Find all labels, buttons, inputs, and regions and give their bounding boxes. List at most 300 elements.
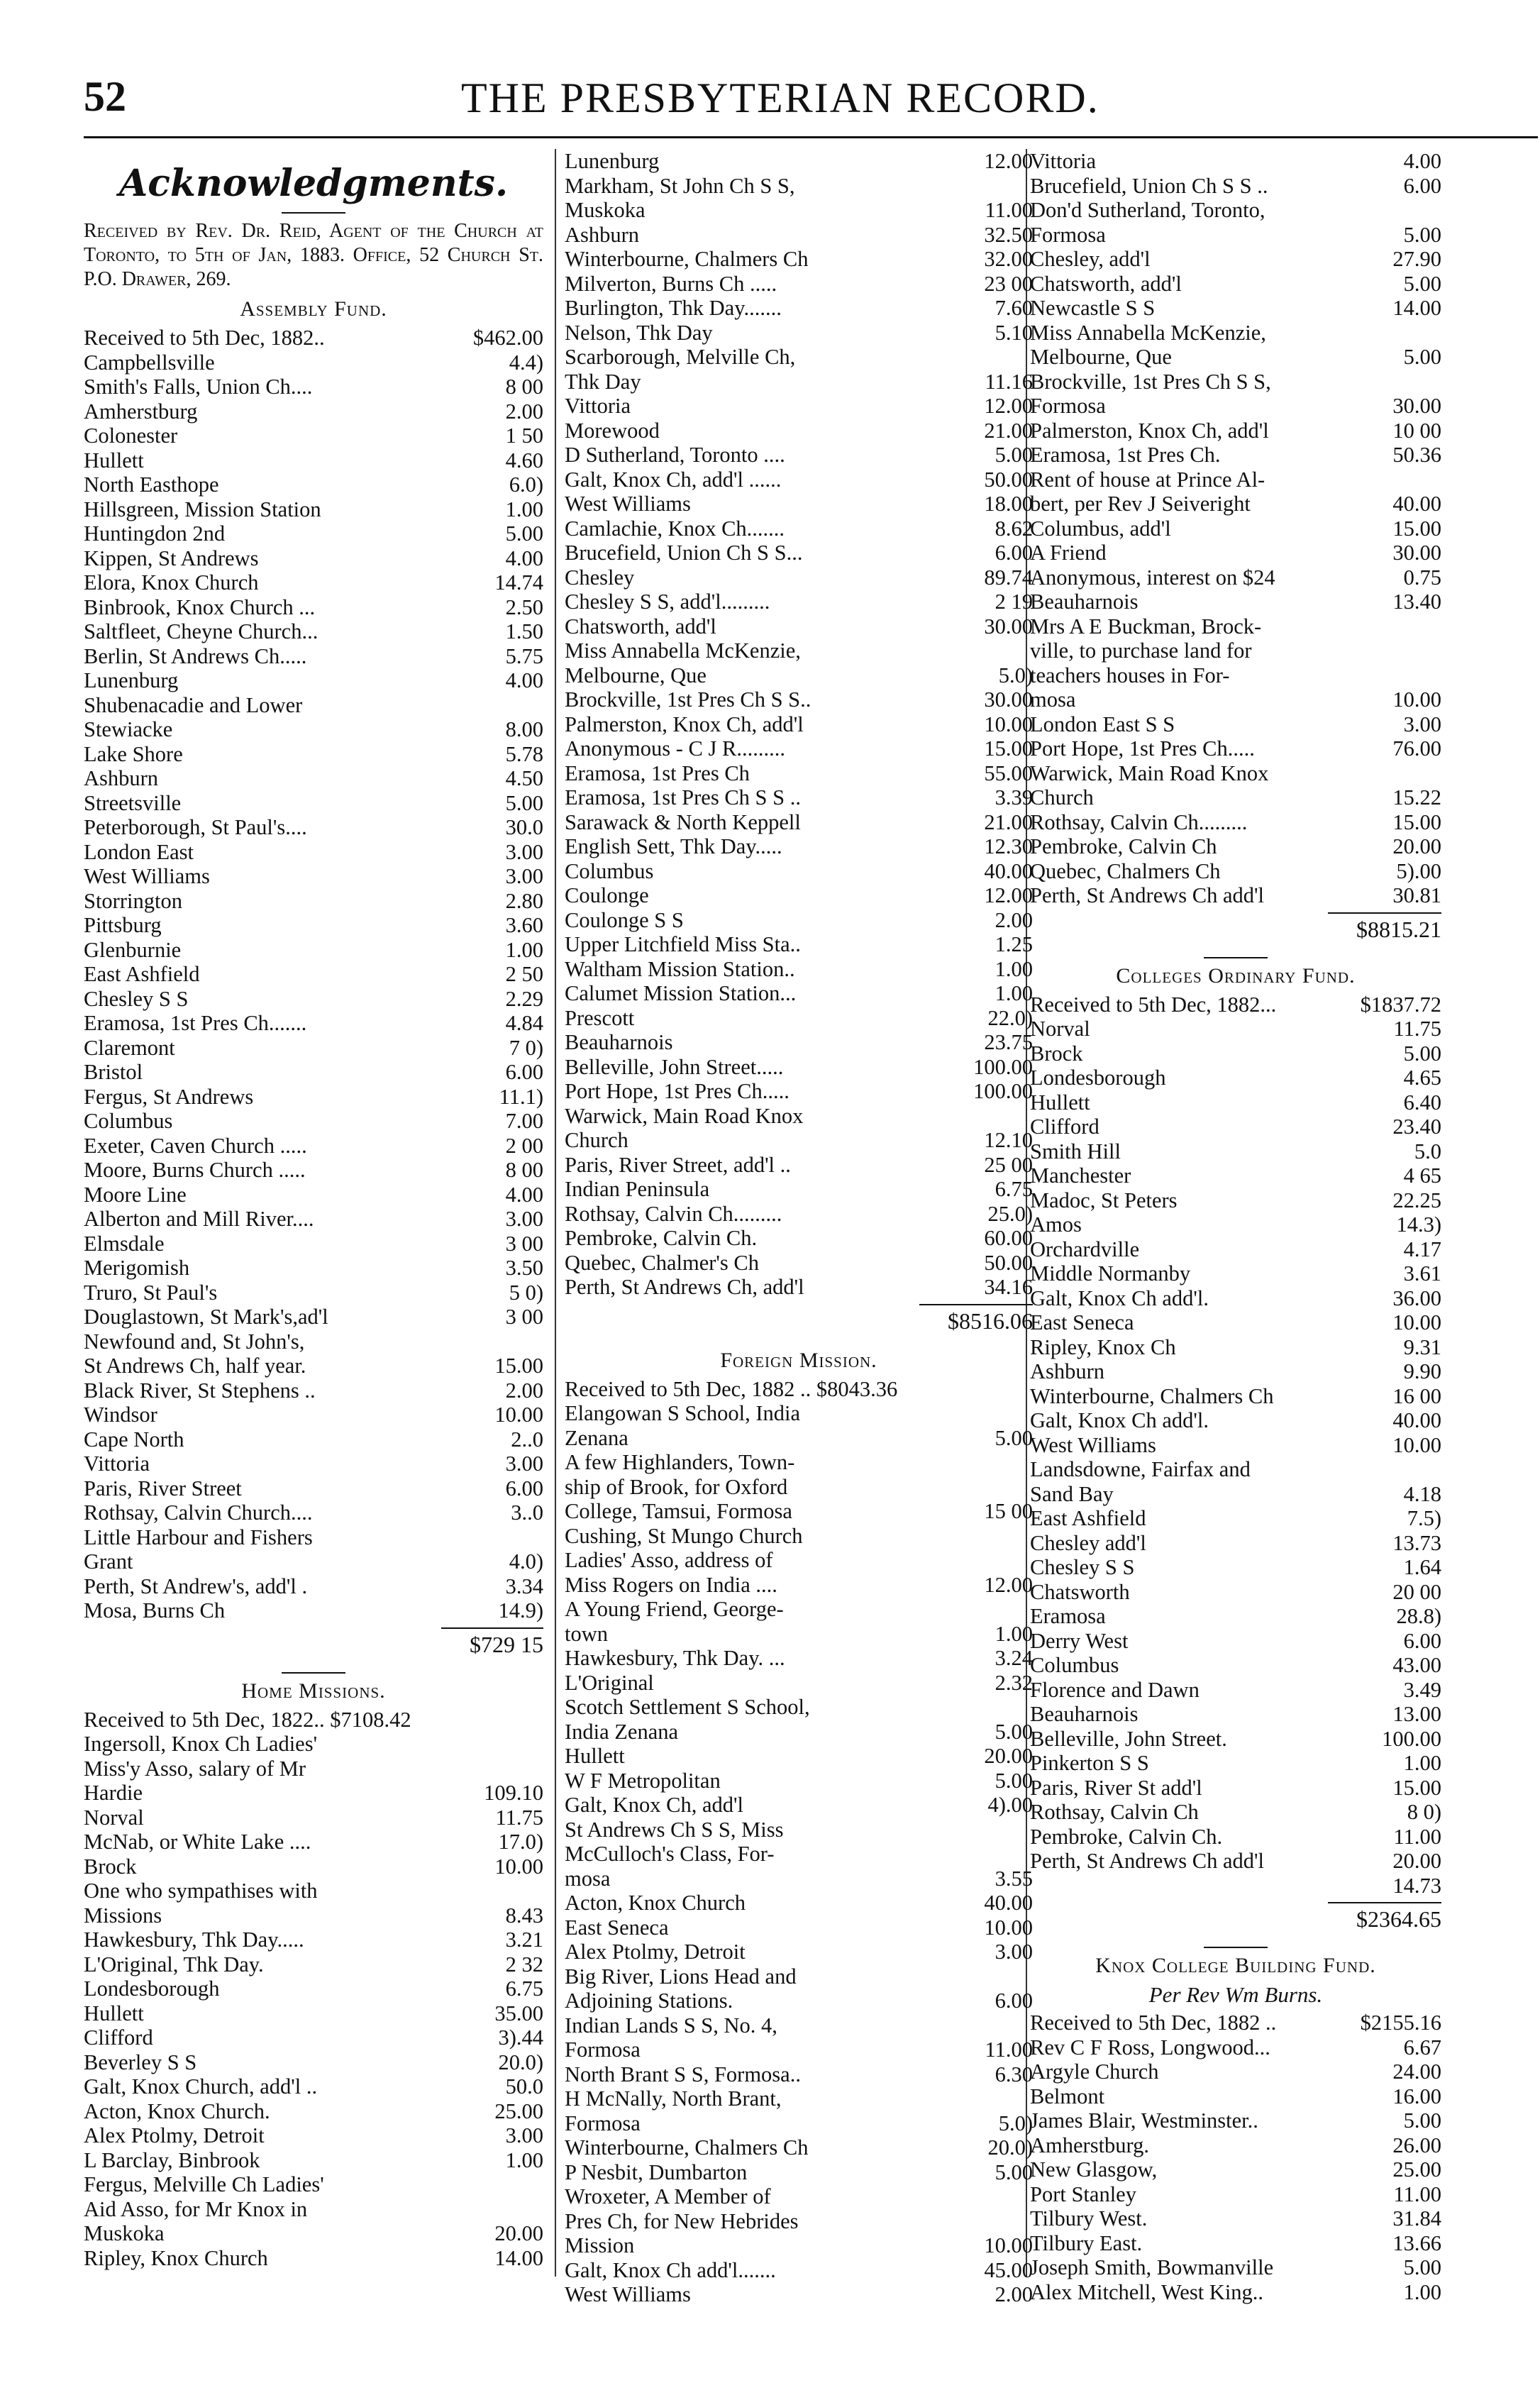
entry-amount: 2 50 [505,962,543,986]
entry-name: Ashburn [1030,1359,1105,1383]
entry-name: Morewood [565,418,660,443]
ledger-entry [84,350,543,375]
entry-amount: 3 00 [505,1231,543,1256]
entry-name: Winterbourne, Chalmers Ch [565,2135,809,2160]
entry-name: Elora, Knox Church [84,570,259,595]
entry-name: Palmerston, Knox Ch, add'l [565,712,804,736]
entry-name: Alberton and Mill River.... [84,1207,314,1231]
entry-name: Church [565,1128,628,1152]
ledger-entry [565,516,1033,541]
ledger-entry [84,1806,543,1830]
entry-amount: 10.00 [1392,1310,1441,1334]
entry-name: Londesborough [1030,1066,1166,1090]
ledger-entry [565,1055,1033,1080]
ledger-entry [565,2184,1033,2209]
ledger-entry [565,1842,1033,1867]
entry-name: Smith Hill [1030,1139,1121,1163]
entry-name: Fergus, Melville Ch Ladies' [84,2172,324,2196]
ledger-entry [565,957,1033,982]
ledger-entry [1030,1041,1441,1066]
entry-name: Ripley, Knox Church [84,2245,268,2270]
entry-amount: 40.00 [984,858,1033,883]
ledger-entry [84,1134,543,1159]
entry-name: Mosa, Burns Ch [84,1598,226,1622]
ledger-entry [84,1708,543,1732]
entry-name: London East S S [1030,712,1175,736]
entry-name: Camlachie, Knox Ch....... [565,516,785,541]
entry-name: ship of Brook, for Oxford [565,1474,788,1499]
ledger-entry [1030,1310,1441,1335]
entry-name: Sand Bay [1030,1481,1114,1506]
ledger-entry [1030,345,1441,370]
entry-name: Chesley, add'l [1030,247,1151,271]
entry-amount: 89.74 [984,565,1033,590]
ledger-entry [565,2038,1033,2062]
entry-name: Mrs A E Buckman, Brock- [1030,614,1262,638]
entry-amount: 20.00 [494,2221,543,2245]
ledger-entry [84,1574,543,1599]
ledger-entry [565,1867,1033,1891]
entry-name: West Williams [1030,1432,1156,1457]
ledger-entry [565,1128,1033,1153]
ledger-entry [565,296,1033,321]
ledger-entry [565,2013,1033,2038]
ledger-entry [84,1036,543,1061]
entry-name: Belleville, John Street. [1030,1726,1227,1751]
ledger-entry [565,2135,1033,2160]
ledger-entry [84,2074,543,2099]
ledger-entry [84,1854,543,1879]
ledger-entry [84,2123,543,2148]
ledger-entry [84,1598,543,1623]
entry-name: Little Harbour and Fishers [84,1525,313,1549]
ledger-entry [565,1202,1033,1227]
entry-amount: 10.00 [494,1854,543,1879]
entry-name: West Williams [84,864,210,888]
ledger-entry [1030,1751,1441,1776]
entry-amount: 6.00 [1403,1628,1441,1653]
ledger-entry [565,1891,1033,1915]
entry-name: Norval [1030,1017,1090,1041]
ledger-entry [565,1524,1033,1549]
assembly-fund-list [84,326,543,1623]
entry-name: Brucefield, Union Ch S S... [565,541,803,565]
ledger-entry [1030,2280,1441,2305]
ledger-entry [84,375,543,399]
entry-name: West Williams [565,492,691,516]
ledger-entry [1030,2157,1441,2182]
entry-name: Received to 5th Dec, 1882 .. [1030,2011,1277,2035]
foreign-mission-heading: Foreign Mission. [720,1348,877,1372]
entry-name: Brockville, 1st Pres Ch S S.. [565,687,811,712]
ledger-entry [84,1427,543,1452]
ledger-entry [1030,1408,1441,1433]
entry-name: Brock [84,1854,137,1879]
entry-amount: 55.00 [984,761,1033,785]
ledger-entry [565,468,1033,492]
section-title: Acknowledgments. [118,162,509,205]
ledger-entry [1030,1874,1441,1898]
entry-name: Lake Shore [84,741,183,766]
entry-name: Hillsgreen, Mission Station [84,497,321,521]
entry-name: Tilbury West. [1030,2206,1148,2230]
entry-amount: 5.00 [1403,2255,1441,2279]
ledger-entry [1030,174,1441,199]
ledger-entry [1030,1849,1441,1874]
entry-name: Lunenburg [565,149,660,173]
entry-amount: 4 65 [1403,1163,1441,1188]
ledger-entry [1030,2182,1441,2207]
ledger-entry [1030,1359,1441,1384]
ledger-entry [84,1329,543,1354]
ledger-entry [565,1818,1033,1842]
entry-amount: 50.00 [984,1250,1033,1275]
entry-amount: 50.36 [1392,443,1441,467]
ledger-entry [1030,1825,1441,1850]
entry-name: Chatsworth, add'l [1030,271,1182,296]
entry-name: Binbrook, Knox Church ... [84,595,316,619]
ledger-entry [565,1548,1033,1573]
entry-amount: 5.00 [505,521,543,546]
entry-name: Port Stanley [1030,2182,1136,2206]
entry-amount: 0.75 [1403,565,1441,590]
ledger-entry [1030,1163,1441,1188]
entry-amount: 25.00 [1392,2157,1441,2182]
ledger-entry [565,2209,1033,2234]
ledger-entry [565,1744,1033,1769]
entry-name: Hardie [84,1781,143,1805]
entry-amount: 45.00 [984,2257,1033,2282]
entry-amount: 1.00 [505,2147,543,2172]
entry-name: Perth, St Andrew's, add'l . [84,1574,308,1598]
ledger-entry [565,981,1033,1006]
ledger-entry [1030,834,1441,859]
entry-amount: 8 0) [1407,1800,1441,1824]
ledger-entry [1030,1335,1441,1360]
entry-name: Amherstburg [84,399,198,424]
entry-amount: 12.00 [984,394,1033,418]
entry-name: Calumet Mission Station... [565,981,797,1005]
entry-amount: 21.00 [984,418,1033,443]
entry-name: India Zenana [565,1719,679,1744]
ledger-entry [1030,1066,1441,1090]
entry-name: Newfound and, St John's, [84,1329,305,1354]
entry-amount: 4.4) [509,350,543,375]
ledger-entry [1030,2084,1441,2109]
entry-name: McNab, or White Lake .... [84,1830,311,1854]
entry-amount: 2.32 [995,1670,1033,1695]
ledger-entry [84,1903,543,1928]
entry-name: Amherstburg. [1030,2133,1150,2157]
entry-amount: 32.50 [984,222,1033,247]
entry-name: Moore, Burns Church ..... [84,1158,306,1182]
ledger-entry [1030,2059,1441,2084]
ledger-entry [84,1757,543,1781]
ledger-entry [84,521,543,546]
ledger-entry [84,595,543,620]
entry-amount: 3.00 [505,1207,543,1231]
ledger-entry [1030,394,1441,419]
ledger-entry [1030,1800,1441,1825]
entry-name: Received to 5th Dec, 1822.. $7108.42 [84,1707,411,1732]
entry-amount: 11.16 [985,369,1033,394]
entry-amount: 5.00 [505,790,543,815]
ledger-entry [565,736,1033,761]
entry-amount: 1.00 [995,981,1033,1005]
entry-name: Brockville, 1st Pres Ch S S, [1030,369,1271,394]
entry-amount: 7.00 [505,1109,543,1133]
entry-amount: 20 00 [1392,1579,1441,1604]
ledger-entry [1030,516,1441,541]
entry-amount: 8.43 [505,1903,543,1928]
ledger-entry [565,1769,1033,1793]
entry-name: bert, per Rev J Seiveright [1030,492,1251,516]
ledger-entry [565,1646,1033,1671]
entry-name: Streetsville [84,790,182,815]
entry-amount: 7.60 [995,296,1033,320]
entry-name: Pembroke, Calvin Ch. [1030,1824,1223,1849]
entry-name: Beauharnois [565,1030,673,1054]
entry-amount: 8 00 [505,1158,543,1182]
entry-name: Quebec, Chalmer's Ch [565,1250,759,1275]
entry-amount: 20.0) [498,2050,543,2074]
foreign-mission-continued-list [1030,149,1441,908]
ledger-entry [1030,761,1441,786]
entry-amount: 10.00 [984,712,1033,736]
ledger-entry [84,1500,543,1525]
ledger-entry [84,2001,543,2026]
ledger-entry [84,2246,543,2271]
ledger-entry [1030,663,1441,688]
entry-name: Elmsdale [84,1231,165,1256]
entry-amount: 3.00 [505,1452,543,1476]
ledger-entry [84,1354,543,1378]
entry-amount: 36.00 [1392,1286,1441,1310]
home-missions-total: $8516.06 [565,1304,1033,1334]
ledger-entry [84,742,543,767]
foreign-mission-total: $8815.21 [1030,912,1441,943]
entry-name: Formosa [1030,222,1106,247]
entry-name: Derry West [1030,1628,1129,1653]
ledger-entry [1030,1017,1441,1041]
entry-amount: 40.00 [1392,1408,1441,1432]
entry-name: Nelson, Thk Day [565,320,713,345]
entry-name: Muskoka [84,2221,165,2245]
entry-name: Storrington [84,888,182,913]
entry-name: Coulonge S S [565,907,684,932]
ledger-entry [1030,272,1441,297]
ledger-entry [84,1830,543,1854]
entry-amount: 30.00 [1392,394,1441,418]
entry-name: Perth, St Andrews Ch add'l [1030,1849,1264,1873]
entry-name: Formosa [1030,394,1106,418]
entry-amount: 7 0) [509,1035,543,1060]
entry-name: Miss Rogers on India .... [565,1572,777,1597]
entry-amount: 2.50 [505,595,543,619]
entry-amount: 25.0) [987,1201,1033,1226]
entry-name: Campbellsville [84,350,215,375]
ledger-entry [565,590,1033,614]
ledger-entry [1030,1457,1441,1482]
ledger-entry [565,761,1033,786]
entry-name: Wroxeter, A Member of [565,2184,771,2208]
entry-amount: 14.3) [1396,1212,1441,1237]
ledger-entry [565,1793,1033,1818]
ledger-entry [84,1952,543,1977]
entry-name: Orchardville [1030,1237,1140,1261]
ledger-entry [1030,687,1441,712]
ledger-entry [84,2148,543,2173]
ledger-entry [84,717,543,742]
entry-name: Warwick, Main Road Knox [1030,761,1269,785]
entry-name: Alex Ptolmy, Detroit [565,1940,746,1964]
ledger-entry [565,2233,1033,2258]
ledger-entry [565,2258,1033,2283]
entry-name: East Seneca [565,1915,669,1940]
entry-amount: 5.00 [1403,2108,1441,2133]
ledger-entry [84,448,543,473]
ledger-entry [84,2221,543,2246]
entry-amount: 30.81 [1392,883,1441,907]
ledger-entry [565,247,1033,272]
ledger-entry [565,1177,1033,1202]
ledger-entry [565,810,1033,835]
entry-name: Alex Mitchell, West King.. [1030,2279,1264,2304]
entry-name: Port Hope, 1st Pres Ch..... [1030,736,1255,761]
entry-name: Beauharnois [1030,1702,1139,1726]
entry-amount: 6.00 [1403,173,1441,198]
entry-amount: 14.9) [498,1598,543,1622]
ledger-entry [84,1207,543,1232]
ledger-entry [1030,1555,1441,1580]
entry-amount: 9.31 [1403,1334,1441,1359]
divider [282,212,345,214]
ledger-entry [84,1549,543,1574]
entry-amount: 9.90 [1403,1359,1441,1383]
ledger-entry [84,497,543,522]
entry-amount: 4.00 [505,546,543,570]
assembly-fund-total: $729 15 [84,1627,543,1658]
ledger-entry [84,619,543,644]
entry-name: Pres Ch, for New Hebrides [565,2208,799,2233]
ledger-entry [84,962,543,987]
entry-name: Kippen, St Andrews [84,546,259,570]
entry-amount: 14.73 [1392,1873,1441,1898]
entry-amount: 100.00 [973,1054,1033,1079]
ledger-entry [565,1720,1033,1745]
entry-amount: 6.00 [995,541,1033,565]
ledger-entry [1030,2206,1441,2231]
entry-name: New Glasgow, [1030,2157,1158,2182]
entry-name: Chatsworth, add'l [565,614,716,638]
entry-name: Big River, Lions Head and [565,1964,797,1989]
entry-amount: 6.75 [505,1976,543,2001]
entry-amount: 60.00 [984,1226,1033,1250]
ledger-entry [565,2160,1033,2185]
entry-amount: 4.84 [505,1011,543,1035]
entry-amount: 11.00 [985,2038,1033,2062]
entry-name: Paris, River St add'l [1030,1775,1202,1800]
entry-name: Rev C F Ross, Longwood... [1030,2035,1270,2059]
entry-amount: 8.62 [995,516,1033,541]
entry-amount: 1.50 [505,619,543,643]
entry-name: Aid Asso, for Mr Knox in [84,2196,308,2221]
ledger-entry [1030,296,1441,321]
ledger-entry [84,1781,543,1806]
entry-name: Merigomish [84,1256,190,1280]
ledger-entry [565,1251,1033,1276]
ledger-entry [1030,1115,1441,1139]
entry-name: Miss Annabella McKenzie, [565,638,801,663]
entry-name: Sarawack & North Keppell [565,809,801,834]
ledger-entry [84,1085,543,1110]
entry-amount: 2.00 [505,399,543,424]
entry-amount: 2.00 [995,907,1033,932]
ledger-entry [1030,1702,1441,1727]
ledger-entry [84,2099,543,2124]
entry-amount: 23.40 [1392,1115,1441,1139]
home-missions-list [84,1708,543,2271]
entry-amount: 3.00 [505,2123,543,2147]
entry-amount: 30.00 [984,614,1033,638]
ledger-entry [565,394,1033,419]
entry-name: Prescott [565,1005,635,1030]
entry-name: Rothsay, Calvin Ch......... [1030,809,1248,834]
entry-amount: 10.00 [984,1915,1033,1940]
ledger-entry [84,1158,543,1183]
entry-amount: 1.64 [1403,1555,1441,1579]
ledger-entry [565,614,1033,639]
entry-name: Quebec, Chalmers Ch [1030,858,1221,883]
entry-amount: 50.00 [984,467,1033,492]
entry-name: Chesley [565,565,635,590]
entry-amount: 1.00 [995,956,1033,981]
ledger-entry [565,687,1033,712]
ledger-entry [84,1378,543,1403]
entry-amount: 27.90 [1392,247,1441,271]
entry-name: Anonymous, interest on $24 [1030,565,1275,590]
ledger-entry [1030,859,1441,884]
ledger-entry [565,1450,1033,1475]
entry-name: One who sympathises with [84,1879,318,1903]
entry-amount: 100.00 [1382,1726,1441,1751]
ledger-entry [84,1976,543,2001]
entry-name: Port Hope, 1st Pres Ch..... [565,1079,790,1103]
entry-name: Berlin, St Andrews Ch..... [84,643,307,668]
ledger-entry [565,223,1033,248]
ledger-entry [84,570,543,595]
entry-amount: 2 32 [505,1952,543,1976]
entry-name: English Sett, Thk Day..... [565,834,782,858]
entry-name: mosa [565,1866,611,1891]
entry-name: A few Highlanders, Town- [565,1450,795,1474]
entry-amount: 6.00 [505,1476,543,1500]
ledger-entry [565,2111,1033,2136]
entry-amount: 12.00 [984,883,1033,907]
divider [1204,957,1268,958]
ledger-entry [1030,883,1441,908]
knox-building-fund-subheading: Per Rev Wm Burns. [1148,1982,1323,2007]
entry-name: Acton, Knox Church. [84,2099,270,2123]
entry-name: Anonymous - C J R......... [565,736,785,761]
ledger-entry [1030,419,1441,443]
entry-name: Black River, St Stephens .. [84,1378,316,1403]
entry-amount: 4.50 [505,766,543,790]
entry-amount: 15 00 [984,1499,1033,1523]
entry-amount: 2.80 [505,888,543,913]
entry-amount: 1.00 [505,937,543,962]
running-head: THE PRESBYTERIAN RECORD. [461,74,1099,121]
